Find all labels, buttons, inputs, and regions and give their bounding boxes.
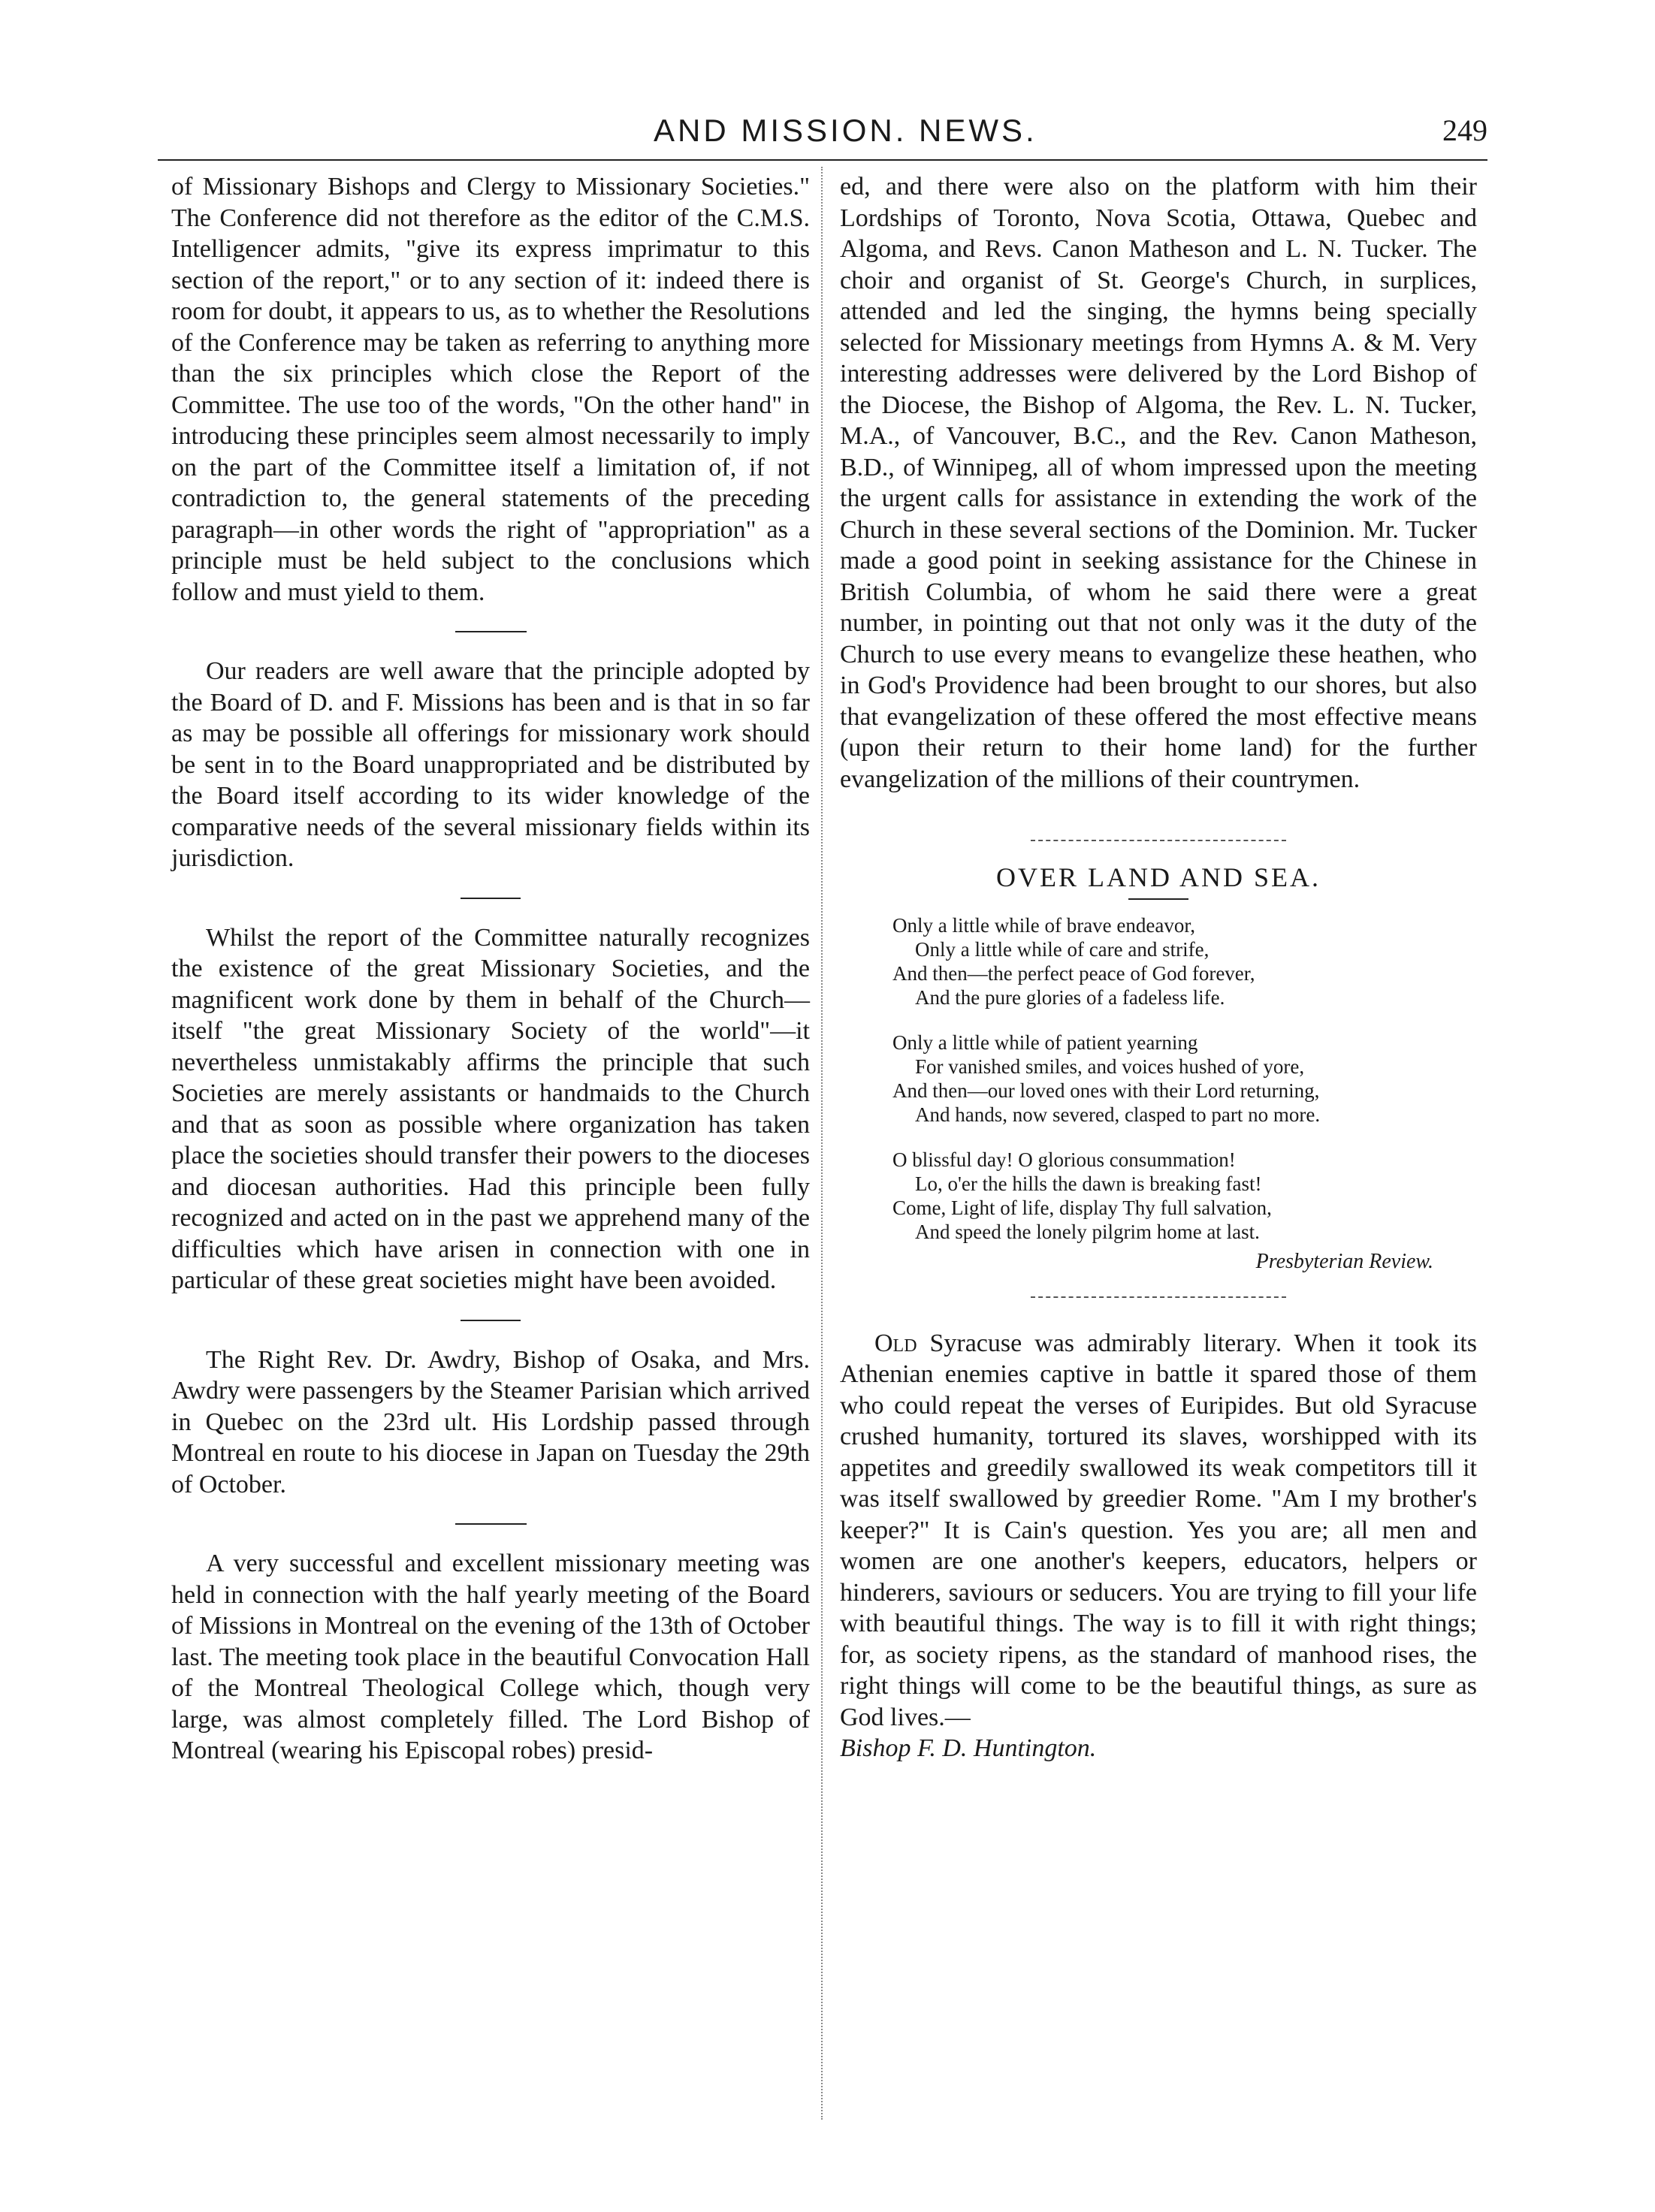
running-title: AND MISSION. NEWS. [654, 113, 1037, 148]
poem-stanza [892, 1148, 1433, 1244]
poem [892, 913, 1433, 1274]
left-column [171, 171, 810, 1767]
dashed-separator [1031, 840, 1286, 841]
paragraph: A very successful and excellent missionary meeting was held in connection with the half yearly meeting of the Board of Missions in Montreal on the evening of the 13th of October last. The meeting took place in the beautiful Convocation Hall of the Montreal Theological College which, though very large, was almost completely filled. The Lord Bishop of Montreal (wearing his Episcopal robes) presid- [171, 1550, 810, 1764]
paragraph [840, 1328, 1477, 1764]
poem-title-rule [1128, 898, 1188, 900]
lead-word: Old [874, 1329, 917, 1357]
column-divider [821, 167, 823, 2120]
dashed-separator [1031, 1296, 1286, 1298]
poem-line: And speed the lonely pilgrim home at last. [915, 1220, 1260, 1243]
poem-line: Lo, o'er the hills the dawn is breaking fast! [915, 1172, 1262, 1195]
poem-stanza [892, 1031, 1433, 1127]
paragraph: The Right Rev. Dr. Awdry, Bishop of Osaka, and Mrs. Awdry were passengers by the Steamer Parisian which arrived in Quebec on the 23rd ult. His Lordship passed through Montreal en route to his diocese in Japan on Tuesday the 29th of October. [171, 1345, 810, 1498]
poem-title: OVER LAND AND SEA. [996, 862, 1321, 892]
section-separator [455, 631, 527, 632]
poem-stanza [892, 913, 1433, 1009]
page-number: 249 [1442, 113, 1487, 147]
poem-line: And then—the perfect peace of God forever, [892, 961, 1255, 985]
poem-line: And the pure glories of a fadeless life. [915, 985, 1225, 1009]
poem-line: Only a little while of brave endeavor, [892, 913, 1196, 937]
poem-line: Come, Light of life, display Thy full salvation, [892, 1196, 1272, 1219]
section-separator [461, 898, 521, 899]
poem-attribution: Presbyterian Review. [1255, 1249, 1433, 1273]
header-rule [158, 159, 1487, 161]
paragraph-body: Syracuse was admirably literary. When it took its Athenian enemies captive in battle it spared those of them who could repeat the verses of Euripides. But old Syracuse crushed humanity, tortured its slaves, worshipped with its appetites and greedily swallowed its weak competitors till it was itself swallowed by greedier Rome. "Am I my brother's keeper?" It is Cain's question. Yes you are; all men and women are one another's keepers, educators, helpers or hinderers, saviours or seducers. You are trying to fill your life with beautiful things. The way is to fill it with right things; for, as society ripens, as the standard of manhood rises, the right things will come to be the beautiful things, as sure as God lives.— [840, 1329, 1477, 1731]
section-separator [461, 1320, 521, 1321]
paragraph: ed, and there were also on the platform with him their Lordships of Toronto, Nova Scotia, Ottawa, Quebec and Algoma, and Revs. Canon Matheson and L. N. Tucker. The choir and organist of St. George's Church, in surplices, attended and led the singing, the hymns being specially selected for Missionary meetings from Hymns A. & M. Very interesting addresses were delivered by the Lord Bishop of the Diocese, the Bishop of Algoma, the Rev. L. N. Tucker, M.A., of Vancouver, B.C., and the Rev. Canon Matheson, B.D., of Winnipeg, all of whom impressed upon the meeting the urgent calls for assistance in extending the work of the Church in these several sections of the Dominion. Mr. Tucker made a good point in seeking assistance for the Chinese in British Columbia, of whom he said there were a great number, in pointing out that not only was it the duty of the Church to use every means to evangelize these heathen, who in God's Providence had been brought to our shores, but also that evangelization of these offered the most effective means (upon their return to their home land) for the further evangelization of the millions of their countrymen. [840, 173, 1477, 793]
paragraph: Our readers are well aware that the principle adopted by the Board of D. and F. Missions has been and is that in so far as may be possible all offerings for missionary work should be sent in to the Board unappropriated and be distributed by the Board itself according to its wider knowledge of the comparative needs of the several missionary fields within its jurisdiction. [171, 657, 810, 872]
poem-line: And then—our loved ones with their Lord returning, [892, 1079, 1320, 1102]
poem-line: For vanished smiles, and voices hushed of yore, [915, 1055, 1305, 1078]
page-header [150, 113, 1487, 158]
paragraph: Whilst the report of the Committee naturally recognizes the existence of the great Missionary Societies, and the magnificent work done by them in behalf of the Church—itself "the great Missionary Society of the world"—it nevertheless unmistakably affirms the principle that such Societies are merely assistants or handmaids to the Church and that as soon as possible where organization has taken place the societies should transfer their powers to the dioceses and diocesan authorities. Had this principle been fully recognized and acted on in the past we apprehend many of the difficulties which have arisen in connection with one in particular of these great societies might have been avoided. [171, 923, 810, 1294]
poem-line: Only a little while of care and strife, [915, 937, 1210, 961]
quote-attribution: Bishop F. D. Huntington. [840, 1734, 1097, 1762]
section-separator [455, 1523, 527, 1525]
poem-line: And hands, now severed, clasped to part no more. [915, 1103, 1321, 1126]
right-column [840, 171, 1477, 1764]
poem-line: O blissful day! O glorious consummation! [892, 1148, 1236, 1171]
paragraph: of Missionary Bishops and Clergy to Missionary Societies." The Conference did not therefore as the editor of the C.M.S. Intelligencer admits, "give its express imprimatur to this section of the report," or to any section of it: indeed there is room for doubt, it appears to us, as to whether the Resolutions of the Conference may be taken as referring to anything more than the six principles which close the Report of the Committee. The use too of the words, "On the other hand" in introducing these principles seem almost necessarily to imply on the part of the Committee itself a limitation of, if not contradiction to, the general statements of the preceding paragraph—in other words the right of "appropriation" as a principle must be held subject to the conclusions which follow and must yield to them. [171, 173, 810, 606]
poem-line: Only a little while of patient yearning [892, 1031, 1198, 1054]
